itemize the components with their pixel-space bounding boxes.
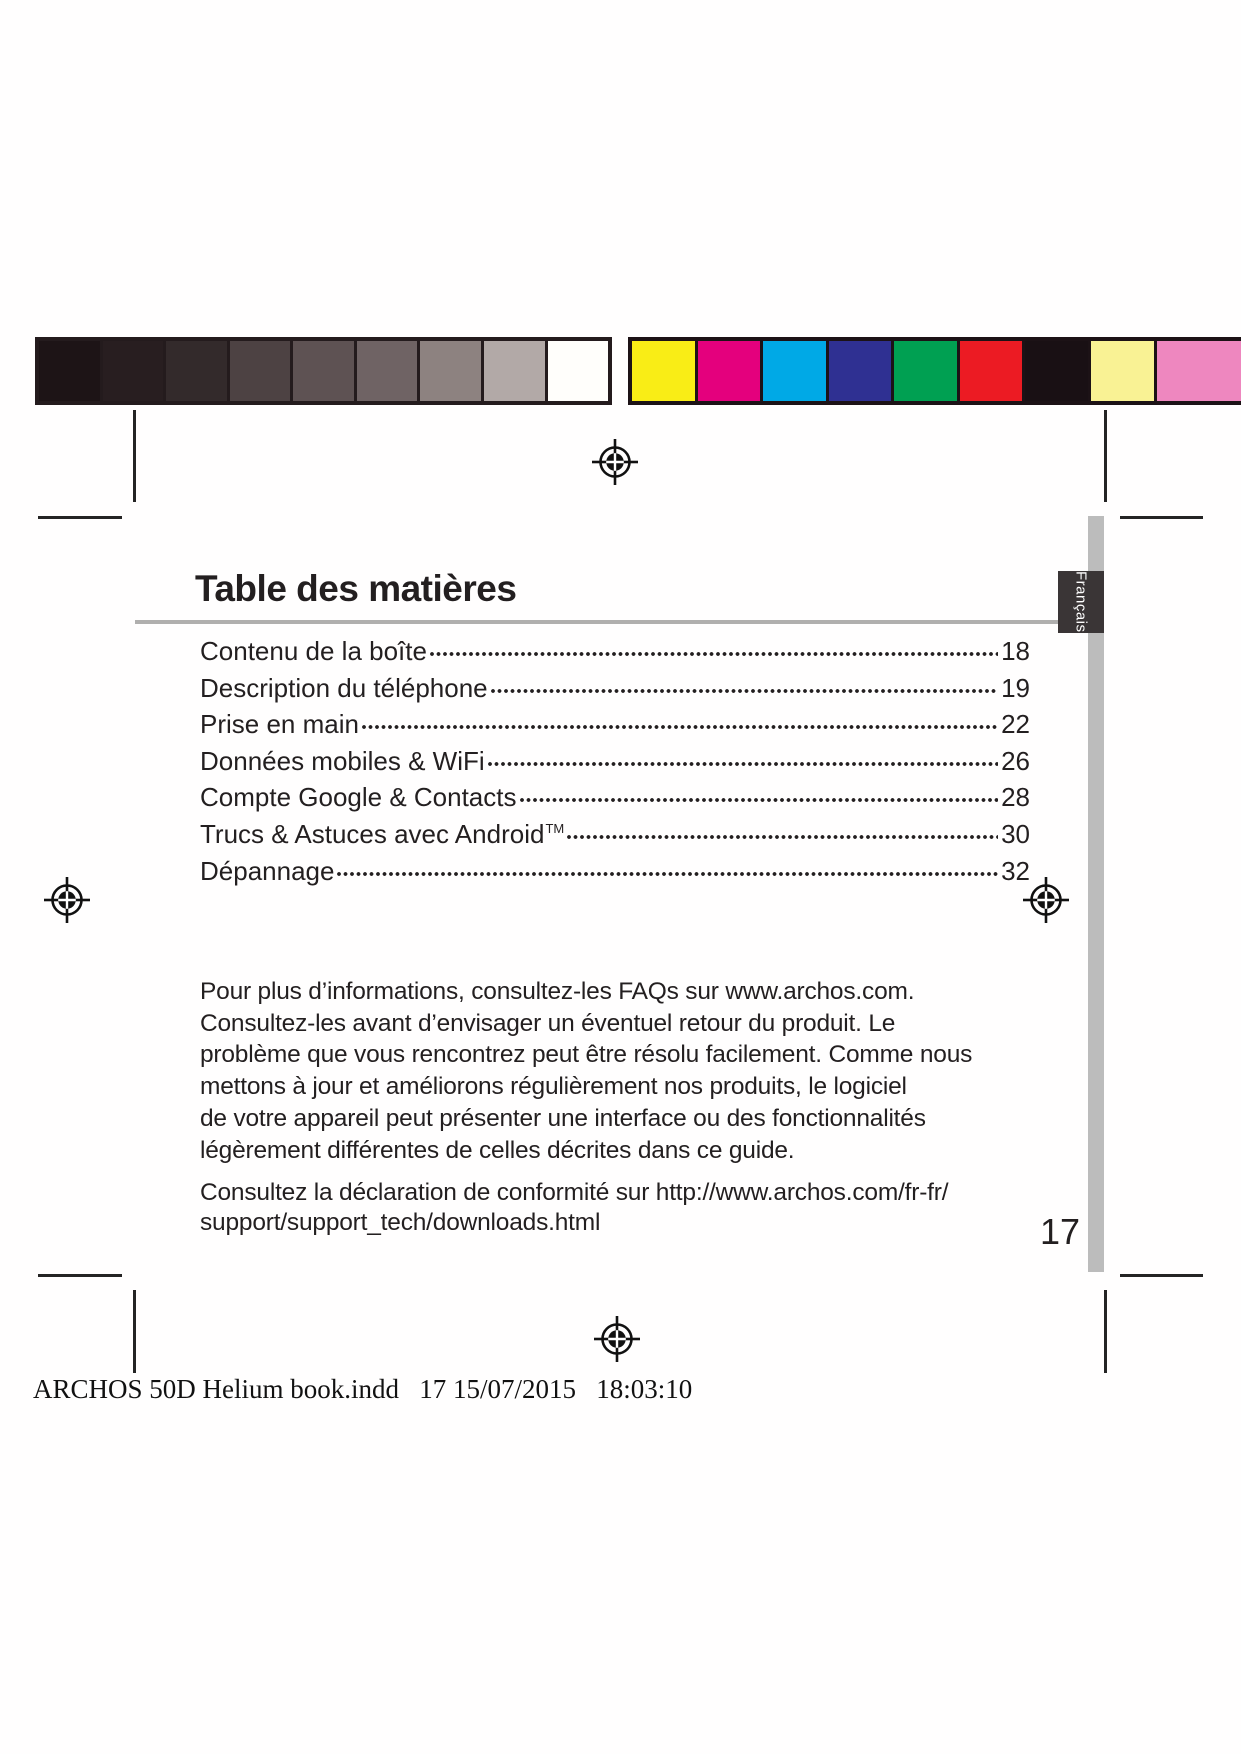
registration-mark-top-icon xyxy=(591,438,639,486)
grayscale-swatch xyxy=(39,341,100,401)
grayscale-calibration-bar xyxy=(35,337,612,405)
table-of-contents xyxy=(200,636,1030,892)
toc-dotted-leader xyxy=(490,688,998,694)
color-calibration-bar xyxy=(628,337,1241,405)
toc-item-label: Données mobiles & WiFi xyxy=(200,745,485,776)
toc-page-number: 28 xyxy=(1001,782,1030,813)
print-footer: ARCHOS 50D Helium book.indd 17 15/07/2015 18:03:10 xyxy=(33,1374,693,1404)
toc-item-label: Contenu de la boîte xyxy=(200,636,427,666)
toc-dotted-leader xyxy=(336,871,998,877)
text-line: Consultez-les avant d’envisager un éventuel retour du produit. Le xyxy=(200,1009,896,1037)
toc-row xyxy=(200,709,1030,746)
toc-item-label: Compte Google & Contacts xyxy=(200,782,517,813)
crop-mark-top-right-vertical xyxy=(1104,410,1107,502)
toc-row xyxy=(200,673,1030,710)
color-swatch xyxy=(1025,341,1088,401)
color-swatch xyxy=(894,341,957,401)
grayscale-swatch xyxy=(484,341,545,401)
text-line: légèrement différentes de celles décrites dans ce guide. xyxy=(200,1136,795,1164)
text-line: mettons à jour et améliorons régulièrement nos produits, le logiciel xyxy=(200,1073,907,1101)
grayscale-swatch xyxy=(230,341,291,401)
toc-dotted-leader xyxy=(487,761,998,767)
text-line: problème que vous rencontrez peut être résolu facilement. Comme nous xyxy=(200,1041,973,1069)
crop-mark-top-right-horizontal xyxy=(1120,516,1203,519)
color-swatch xyxy=(763,341,826,401)
toc-row xyxy=(200,819,1030,856)
toc-row xyxy=(200,856,1030,893)
page-number: 17 xyxy=(1039,1211,1080,1252)
info-paragraph xyxy=(200,976,972,1166)
text-line: support/support_tech/downloads.html xyxy=(200,1209,601,1236)
toc-dotted-leader xyxy=(361,724,998,730)
toc-item-label: Dépannage xyxy=(200,855,335,886)
toc-row xyxy=(200,782,1030,819)
crop-mark-bottom-right-horizontal xyxy=(1120,1274,1203,1277)
text-line: de votre appareil peut présenter une interface ou des fonctionnalités xyxy=(200,1104,926,1132)
title-rule xyxy=(135,620,1058,624)
toc-dotted-leader xyxy=(566,834,998,840)
language-tab: Français xyxy=(1058,571,1104,633)
grayscale-swatch xyxy=(103,341,164,401)
toc-page-number: 19 xyxy=(1001,672,1030,703)
color-swatch xyxy=(1157,341,1241,401)
color-swatch xyxy=(698,341,761,401)
grayscale-swatch xyxy=(420,341,481,401)
color-swatch xyxy=(960,341,1023,401)
page-title: Table des matières xyxy=(195,568,517,609)
text-line: Consultez la déclaration de conformité sur http://www.archos.com/fr-fr/ xyxy=(200,1179,949,1206)
toc-item-label: Description du téléphone xyxy=(200,672,488,703)
toc-row xyxy=(200,746,1030,783)
text-line: Pour plus d’informations, consultez-les FAQs sur www.archos.com. xyxy=(200,978,915,1005)
toc-page-number: 32 xyxy=(1001,855,1030,886)
grayscale-swatch xyxy=(293,341,354,401)
toc-item-label: Prise en main xyxy=(200,709,359,740)
toc-dotted-leader xyxy=(429,651,998,657)
toc-page-number: 22 xyxy=(1001,709,1030,740)
grayscale-swatch xyxy=(548,341,609,401)
crop-mark-bottom-left-horizontal xyxy=(38,1274,122,1277)
conformity-paragraph xyxy=(200,1178,948,1238)
registration-mark-bottom-icon xyxy=(593,1315,641,1363)
grayscale-swatch xyxy=(357,341,418,401)
trademark-superscript: TM xyxy=(545,821,565,837)
toc-dotted-leader xyxy=(519,797,999,803)
color-swatch xyxy=(1091,341,1154,401)
toc-row xyxy=(200,636,1030,673)
toc-item-label: Trucs & Astuces avec Android™ xyxy=(200,818,565,849)
registration-mark-left-icon xyxy=(43,876,91,924)
crop-mark-top-left-horizontal xyxy=(38,516,122,519)
color-swatch xyxy=(632,341,695,401)
crop-mark-bottom-right-vertical xyxy=(1104,1290,1107,1373)
crop-mark-bottom-left-vertical xyxy=(133,1290,136,1373)
toc-page-number: 30 xyxy=(1001,818,1030,849)
toc-page-number: 26 xyxy=(1001,745,1030,776)
toc-page-number: 18 xyxy=(1001,636,1030,666)
crop-mark-top-left-vertical xyxy=(133,410,136,502)
grayscale-swatch xyxy=(166,341,227,401)
color-swatch xyxy=(829,341,892,401)
